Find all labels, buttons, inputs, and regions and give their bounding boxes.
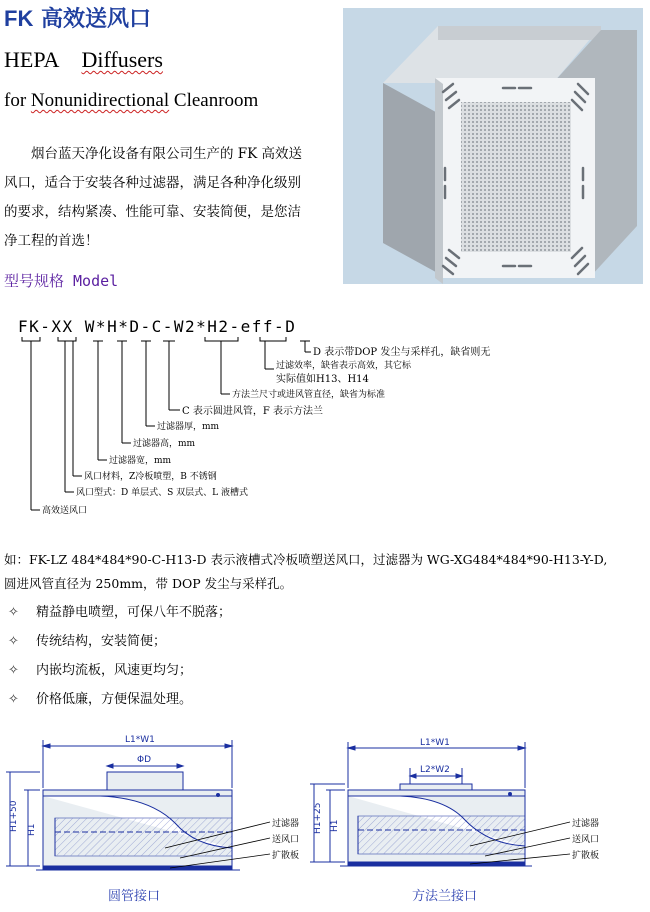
model-label-height: 过滤器高，mm (133, 439, 196, 449)
product-photo (343, 8, 643, 284)
model-label-width: 过滤器宽，mm (109, 456, 172, 466)
title-english (4, 47, 163, 73)
model-label-depth: 过滤器厚，mm (157, 422, 220, 432)
right-part-outlet: 送风口 (572, 835, 600, 845)
left-part-filter: 过滤器 (272, 819, 300, 829)
model-label-fk: 高效送风口 (42, 506, 88, 516)
title-en-diffusers: Diffusers (81, 47, 163, 72)
feature-text: 传统结构，安装简便； (36, 634, 167, 649)
feature-text: 内嵌均流板，风速更均匀； (36, 663, 193, 678)
dim-left-h1-50: H1+50 (9, 800, 19, 832)
subtitle-for: for (4, 90, 31, 111)
dim-left-h1: H1 (27, 823, 37, 836)
dim-left-l1w1: L1*W1 (125, 735, 155, 745)
title-en-hepa: HEPA (4, 47, 60, 72)
example-line-2: 圆进风管直径为 250mm，带 DOP 发尘与采样孔。 (4, 576, 293, 591)
title-prefix: FK (4, 6, 34, 31)
model-label-type: 风口型式：D 单层式、S 双层式、L 液槽式 (76, 488, 248, 498)
model-label-d: D 表示带DOP 发尘与采样孔，缺省则无 (313, 347, 491, 358)
subtitle-nonunidirectional: Nonunidirectional (30, 90, 170, 111)
dim-right-l2w2: L2*W2 (420, 765, 450, 775)
model-label-c: C 表示圆进风管，F 表示方法兰 (182, 406, 323, 417)
model-label-material: 风口材料，Z冷板喷塑，B 不锈钢 (84, 472, 217, 482)
list-item (8, 598, 231, 627)
intro-paragraph (4, 140, 304, 256)
star-bullet-icon: ✧ (8, 663, 19, 678)
dim-right-h1-25: H1+25 (313, 802, 323, 834)
list-item (8, 656, 231, 685)
subtitle-cleanroom: Cleanroom (169, 90, 259, 111)
square-flange-drawing (310, 742, 532, 866)
model-label-w2h2: 方法兰尺寸或进风管直径，缺省为标准 (232, 390, 386, 400)
dim-left-phid: ΦD (137, 755, 152, 765)
dim-right-l1w1: L1*W1 (420, 738, 450, 748)
technical-diagram (0, 728, 650, 912)
model-heading: 型号规格 Model (4, 272, 119, 290)
right-part-diffuser: 扩散板 (572, 851, 600, 861)
dim-right-h1: H1 (330, 819, 340, 832)
model-code: FK-XX W*H*D-C-W2*H2-eff-D (18, 317, 297, 336)
page-title (4, 2, 151, 33)
caption-square-flange: 方法兰接口 (412, 889, 478, 904)
star-bullet-icon: ✧ (8, 634, 19, 649)
feature-list (8, 598, 231, 714)
example-line-1: 如：FK-LZ 484*484*90-C-H13-D 表示液槽式冷板喷塑送风口，过滤器为 WG-XG484*484*90-H13-Y-D, (4, 552, 608, 567)
star-bullet-icon: ✧ (8, 692, 19, 707)
model-label-eff2: 实际值如H13、H14 (276, 374, 369, 385)
right-part-filter: 过滤器 (572, 819, 600, 829)
list-item (8, 685, 231, 714)
title-cn: 高效送风口 (33, 6, 151, 32)
feature-text: 精益静电喷塑，可保八年不脱落； (36, 605, 232, 620)
list-item (8, 627, 231, 656)
example-paragraph (4, 548, 649, 596)
subtitle-english (4, 90, 258, 112)
round-duct-drawing (6, 740, 240, 870)
intro-text: 烟台蓝天净化设备有限公司生产的 FK 高效送风口，适合于安装各种过滤器，满足各种净化级别的要求，结构紧凑、性能可靠、安装简便，是您洁净工程的首选！ (4, 146, 303, 249)
caption-round-duct: 圆管接口 (108, 889, 161, 904)
star-bullet-icon: ✧ (8, 605, 19, 620)
feature-text: 价格低廉，方便保温处理。 (36, 692, 193, 707)
left-part-diffuser: 扩散板 (272, 851, 300, 861)
model-breakdown (0, 335, 650, 525)
left-part-outlet: 送风口 (272, 835, 300, 845)
model-label-eff1: 过滤效率，缺省表示高效，其它标 (276, 361, 412, 371)
